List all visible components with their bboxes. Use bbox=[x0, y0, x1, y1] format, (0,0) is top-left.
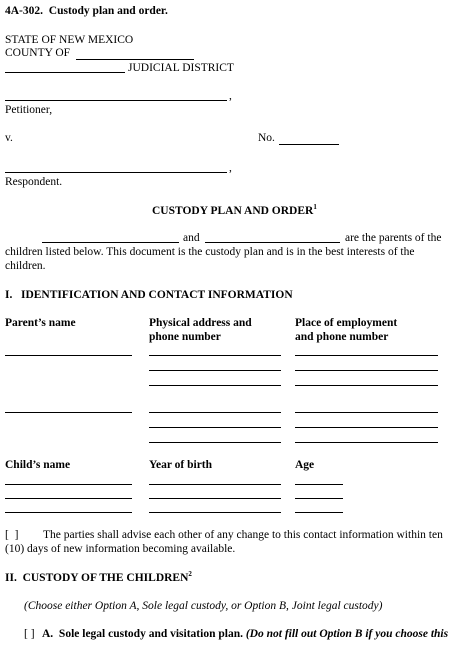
section2-title-text: II. CUSTODY OF THE CHILDREN bbox=[5, 572, 189, 584]
col-address-2: phone number bbox=[149, 331, 221, 343]
child-age-line[interactable] bbox=[295, 484, 343, 485]
parent2-employment-line[interactable] bbox=[295, 442, 438, 443]
notice-line-1: The parties shall advise each other of any change to this contact information within ten bbox=[43, 529, 443, 541]
parent2-name-line[interactable] bbox=[5, 412, 132, 413]
col-address-1: Physical address and bbox=[149, 317, 252, 329]
state-label: STATE OF NEW MEXICO bbox=[5, 34, 134, 46]
optionA-checkbox[interactable]: [ ] bbox=[24, 628, 35, 640]
intro-and: and bbox=[183, 232, 200, 244]
petitioner-label: Petitioner, bbox=[5, 104, 53, 116]
child-name-line[interactable] bbox=[5, 484, 132, 485]
section2-title bbox=[5, 571, 192, 585]
parent1-employment-line[interactable] bbox=[295, 370, 438, 371]
col-parent-name: Parent’s name bbox=[5, 317, 76, 329]
col-year-of-birth: Year of birth bbox=[149, 459, 213, 471]
child-birth-line[interactable] bbox=[149, 498, 281, 499]
optionA-title: A. Sole legal custody and visitation plan. bbox=[42, 628, 243, 640]
county-label: COUNTY OF bbox=[5, 47, 71, 59]
document-heading bbox=[152, 204, 317, 218]
parent1-name-field[interactable] bbox=[42, 242, 179, 243]
child-birth-line[interactable] bbox=[149, 512, 281, 513]
section2-footnote-marker: 2 bbox=[188, 570, 192, 579]
parent1-address-line[interactable] bbox=[149, 385, 281, 386]
section1-title: I. IDENTIFICATION AND CONTACT INFORMATION bbox=[5, 289, 293, 301]
petitioner-field[interactable] bbox=[5, 100, 227, 101]
versus-label: v. bbox=[5, 132, 13, 144]
child-name-line[interactable] bbox=[5, 512, 132, 513]
heading-text: CUSTODY PLAN AND ORDER bbox=[152, 205, 314, 217]
parent2-employment-line[interactable] bbox=[295, 412, 438, 413]
heading-footnote-marker: 1 bbox=[313, 203, 317, 212]
respondent-label: Respondent. bbox=[5, 176, 63, 188]
parent2-name-field[interactable] bbox=[205, 242, 340, 243]
parent1-address-line[interactable] bbox=[149, 370, 281, 371]
notice-line-2: (10) days of new information becoming available. bbox=[5, 543, 236, 555]
notice-checkbox[interactable]: [ ] bbox=[5, 529, 19, 541]
intro-line-2: children listed below. This document is the custody plan and is in the best interests of the bbox=[5, 246, 415, 258]
form-title: Custody plan and order. bbox=[48, 5, 168, 17]
parent2-address-line[interactable] bbox=[149, 442, 281, 443]
county-field[interactable] bbox=[76, 59, 194, 60]
parent2-address-line[interactable] bbox=[149, 412, 281, 413]
optionA-note: (Do not fill out Option B if you choose this bbox=[245, 628, 449, 640]
form-number: 4A-302. bbox=[5, 5, 44, 17]
intro-tail: are the parents of the bbox=[345, 232, 442, 244]
child-name-line[interactable] bbox=[5, 498, 132, 499]
respondent-comma: , bbox=[229, 162, 232, 174]
parent1-address-line[interactable] bbox=[149, 355, 281, 356]
parent1-employment-line[interactable] bbox=[295, 385, 438, 386]
col-employment-2: and phone number bbox=[295, 331, 389, 343]
section2-instruction: (Choose either Option A, Sole legal custody, or Option B, Joint legal custody) bbox=[24, 600, 383, 612]
intro-line-3: children. bbox=[5, 260, 46, 272]
parent2-employment-line[interactable] bbox=[295, 427, 438, 428]
case-no-label: No. bbox=[258, 132, 275, 144]
district-label: JUDICIAL DISTRICT bbox=[128, 62, 234, 74]
form-header bbox=[5, 4, 168, 18]
parent1-name-line[interactable] bbox=[5, 355, 132, 356]
case-no-field[interactable] bbox=[279, 144, 339, 145]
optionA-label bbox=[42, 627, 448, 641]
parent1-employment-line[interactable] bbox=[295, 355, 438, 356]
child-age-line[interactable] bbox=[295, 512, 343, 513]
petitioner-comma: , bbox=[229, 90, 232, 102]
col-child-name: Child’s name bbox=[5, 459, 71, 471]
child-age-line[interactable] bbox=[295, 498, 343, 499]
parent2-address-line[interactable] bbox=[149, 427, 281, 428]
child-birth-line[interactable] bbox=[149, 484, 281, 485]
district-field[interactable] bbox=[5, 72, 125, 73]
col-employment-1: Place of employment bbox=[295, 317, 398, 329]
col-age: Age bbox=[295, 459, 315, 471]
respondent-field[interactable] bbox=[5, 172, 227, 173]
